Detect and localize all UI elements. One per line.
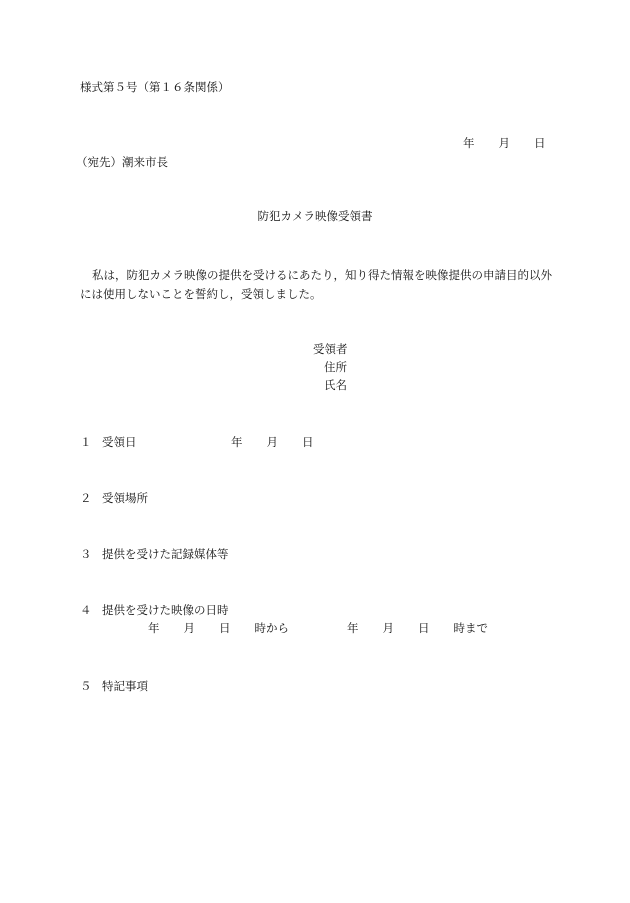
from-month-label: 月 (183, 621, 195, 635)
period-from-fields (148, 623, 289, 635)
item-number: ３ (80, 547, 92, 561)
item-number: ４ (80, 603, 92, 617)
item-label: 特記事項 (102, 679, 148, 693)
date-month-label: 月 (498, 136, 510, 150)
to-day-label: 日 (418, 621, 430, 635)
from-day-label: 日 (219, 621, 231, 635)
recipient-label: 受領者 (313, 342, 348, 356)
recipient-address-label: 住所 (324, 360, 347, 374)
item-number: ５ (80, 679, 92, 693)
to-year-label: 年 (347, 621, 359, 635)
addressee: （宛先）潮来市長 (76, 155, 168, 169)
to-month-label: 月 (382, 621, 394, 635)
item-video-datetime (80, 605, 229, 617)
item-special-notes (80, 681, 148, 693)
receipt-year-label: 年 (231, 435, 243, 449)
period-to-fields (347, 623, 488, 635)
document-title: 防犯カメラ映像受領書 (257, 209, 373, 223)
date-day-label: 日 (534, 136, 546, 150)
document-date (463, 138, 546, 150)
recipient-name-label: 氏名 (324, 378, 347, 392)
item-label: 受領日 (102, 435, 137, 449)
from-year-label: 年 (148, 621, 160, 635)
to-hour-label: 時まで (453, 621, 488, 635)
item-label: 受領場所 (102, 491, 148, 505)
from-hour-label: 時から (254, 621, 289, 635)
form-number: 様式第５号（第１６条関係） (80, 80, 230, 94)
item-receipt-place (80, 493, 148, 505)
receipt-day-label: 日 (302, 435, 314, 449)
item-receipt-date (80, 437, 137, 449)
item-label: 提供を受けた記録媒体等 (102, 547, 229, 561)
pledge-text: 私は，防犯カメラ映像の提供を受けるにあたり，知り得た情報を映像提供の申請目的以外には使用しないことを誓約し，受領しました。 (80, 268, 552, 301)
item-media (80, 549, 229, 561)
item-number: ２ (80, 491, 92, 505)
date-year-label: 年 (463, 136, 475, 150)
item-number: １ (80, 435, 92, 449)
item-label: 提供を受けた映像の日時 (102, 603, 229, 617)
receipt-date-fields (231, 437, 314, 449)
receipt-month-label: 月 (266, 435, 278, 449)
